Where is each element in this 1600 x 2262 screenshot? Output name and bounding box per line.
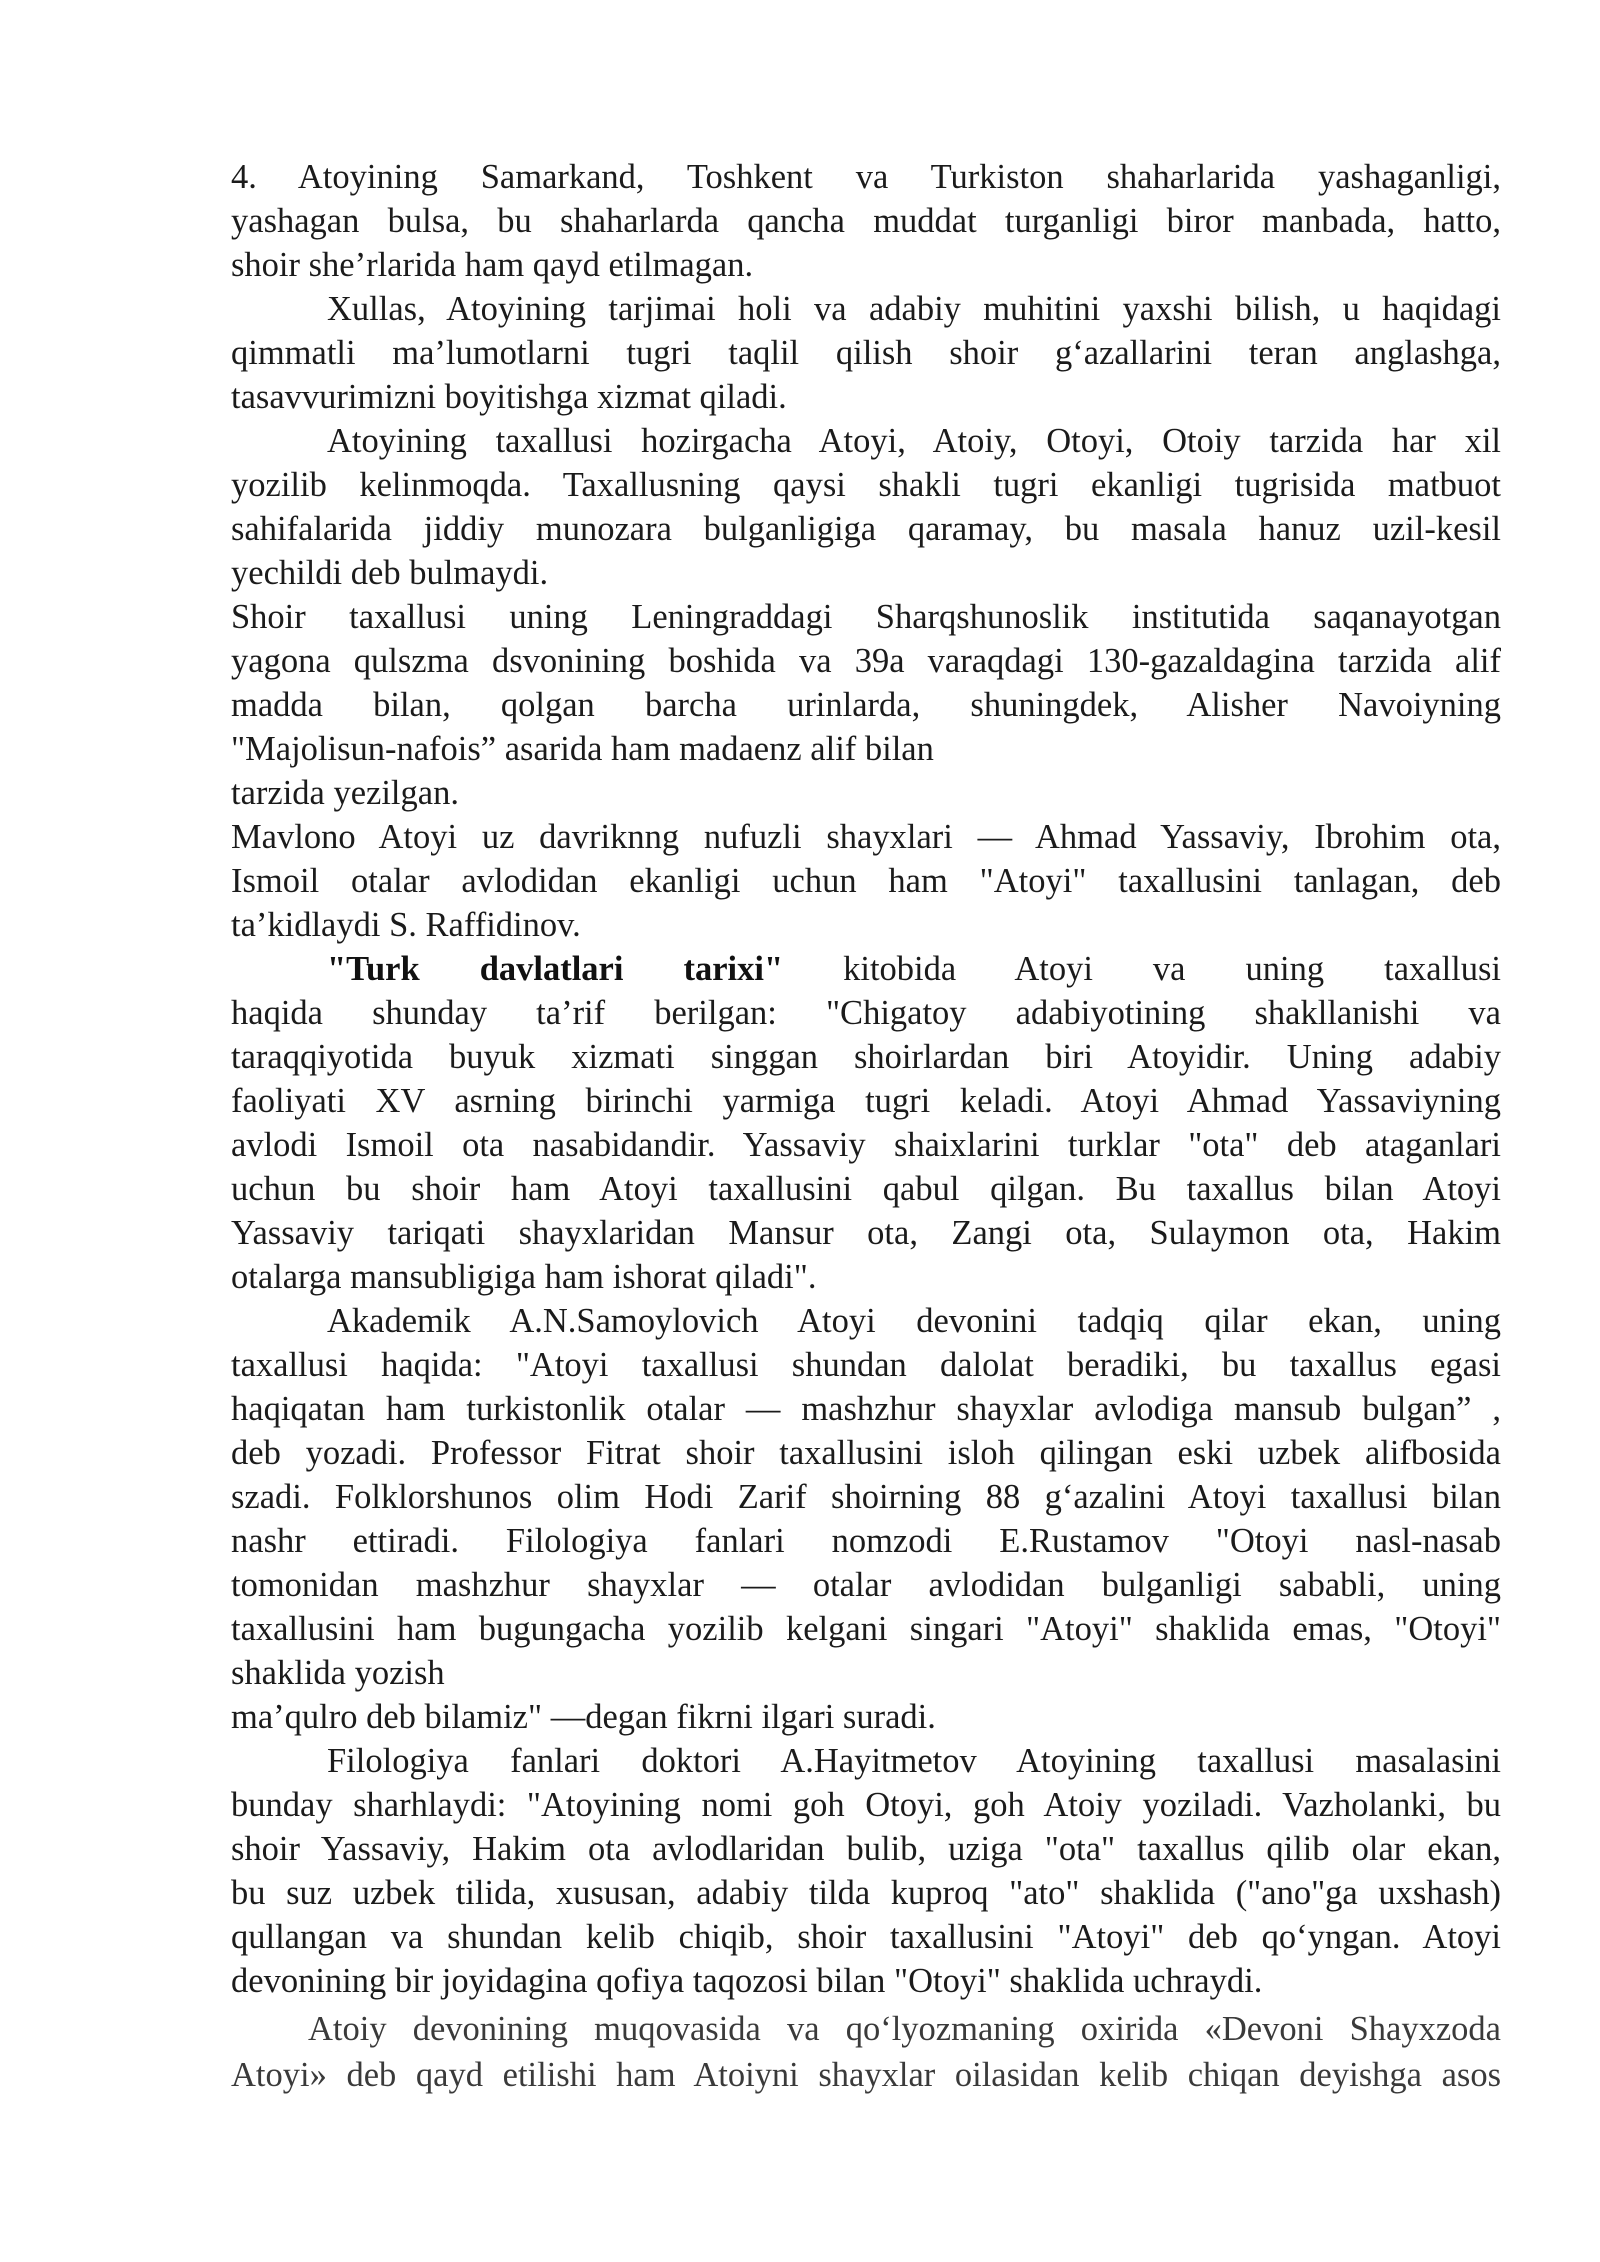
- text-line: yechildi deb bulmaydi.: [231, 554, 549, 592]
- text-line: 4. Atoyining Samarkand, Toshkent va Turkiston shaharlarida yashaganligi,: [231, 158, 1501, 196]
- text-line-rest: kitobida Atoyi va uning taxallusi: [783, 950, 1502, 988]
- text-line: nashr ettiradi. Filologiya fanlari nomzodi E.Rustamov "Otoyi nasl-nasab: [231, 1522, 1501, 1560]
- text-line: taraqqiyotida buyuk xizmati singgan shoirlardan biri Atoyidir. Uning adabiy: [231, 1038, 1501, 1076]
- text-line: yashagan bulsa, bu shaharlarda qancha muddat turganligi biror manbada, hatto,: [231, 202, 1501, 240]
- book-title: "Turk davlatlari tarixi": [327, 950, 784, 988]
- text-line: avlodi Ismoil ota nasabidandir. Yassaviy shaixlarini turklar "ota" deb ataganlari: [231, 1126, 1501, 1164]
- text-line: tasavvurimizni boyitishga xizmat qiladi.: [231, 378, 787, 416]
- text-line: szadi. Folklorshunos olim Hodi Zarif shoirning 88 g‘azalini Atoyi taxallusi bilan: [231, 1478, 1501, 1516]
- text-line: haqiqatan ham turkistonlik otalar — mashzhur shayxlar avlodiga mansub bulgan” ,: [231, 1390, 1501, 1428]
- text-line: "Majolisun-nafois” asarida ham madaenz alif bilan: [231, 730, 934, 768]
- text-line: madda bilan, qolgan barcha urinlarda, shuningdek, Alisher Navoiyning: [231, 686, 1501, 724]
- text-line: Ismoil otalar avlodidan ekanligi uchun ham "Atoyi" taxallusini tanlagan, deb: [231, 862, 1501, 900]
- text-line: uchun bu shoir ham Atoyi taxallusini qabul qilgan. Bu taxallus bilan Atoyi: [231, 1170, 1501, 1208]
- text-line: deb yozadi. Professor Fitrat shoir taxallusini isloh qilingan eski uzbek alifbosida: [231, 1434, 1501, 1472]
- text-line: ta’kidlaydi S. Raffidinov.: [231, 906, 581, 944]
- text-line: Akademik A.N.Samoylovich Atoyi devonini tadqiq qilar ekan, uning: [327, 1302, 1501, 1340]
- text-line: taxallusi haqida: "Atoyi taxallusi shundan dalolat beradiki, bu taxallus egasi: [231, 1346, 1501, 1384]
- text-line: Atoiy devonining muqovasida va qo‘lyozmaning oxirida «Devoni Shayxzoda: [308, 2010, 1501, 2048]
- text-line: taxallusini ham bugungacha yozilib kelgani singari "Atoyi" shaklida emas, "Otoyi": [231, 1610, 1501, 1648]
- text-line: tarzida yezilgan.: [231, 774, 459, 812]
- text-line: shoir she’rlarida ham qayd etilmagan.: [231, 246, 754, 284]
- text-line: bunday sharhlaydi: "Atoyining nomi goh Otoyi, goh Atoiy yoziladi. Vazholanki, bu: [231, 1786, 1501, 1824]
- text-line: Xullas, Atoyining tarjimai holi va adabiy muhitini yaxshi bilish, u haqidagi: [327, 290, 1501, 328]
- text-line: shoir Yassaviy, Hakim ota avlodlaridan bulib, uziga "ota" taxallus qilib olar ekan,: [231, 1830, 1501, 1868]
- text-line: Atoyining taxallusi hozirgacha Atoyi, Atoiy, Otoyi, Otoiy tarzida har xil: [327, 422, 1501, 460]
- text-line: Shoir taxallusi uning Leningraddagi Sharqshunoslik institutida saqanayotgan: [231, 598, 1501, 636]
- text-line: Atoyi» deb qayd etilishi ham Atoiyni shayxlar oilasidan kelib chiqan deyishga asos: [231, 2056, 1501, 2094]
- text-line: Yassaviy tariqati shayxlaridan Mansur ota, Zangi ota, Sulaymon ota, Hakim: [231, 1214, 1501, 1252]
- text-line: ma’qulro deb bilamiz" —degan fikrni ilgari suradi.: [231, 1698, 936, 1736]
- text-line: otalarga mansubligiga ham ishorat qiladi".: [231, 1258, 817, 1296]
- text-line: haqida shunday ta’rif berilgan: "Chigatoy adabiyotining shakllanishi va: [231, 994, 1501, 1032]
- text-line: bu suz uzbek tilida, xususan, adabiy tilda kuproq "ato" shaklida ("ano"ga uxshash): [231, 1874, 1501, 1912]
- text-line: faoliyati XV asrning birinchi yarmiga tugri keladi. Atoyi Ahmad Yassaviyning: [231, 1082, 1501, 1120]
- text-line: shaklida yozish: [231, 1654, 445, 1692]
- text-line: yagona qulszma dsvonining boshida va 39a varaqdagi 130-gazaldagina tarzida alif: [231, 642, 1501, 680]
- text-line: Mavlono Atoyi uz davriknng nufuzli shayxlari — Ahmad Yassaviy, Ibrohim ota,: [231, 818, 1501, 856]
- text-line: yozilib kelinmoqda. Taxallusning qaysi shakli tugri ekanligi tugrisida matbuot: [231, 466, 1501, 504]
- text-line: [327, 947, 1501, 991]
- text-line: tomonidan mashzhur shayxlar — otalar avlodidan bulganligi sababli, uning: [231, 1566, 1501, 1604]
- text-line: qimmatli ma’lumotlarni tugri taqlil qilish shoir g‘azallarini teran anglashga,: [231, 334, 1501, 372]
- text-line: devonining bir joyidagina qofiya taqozosi bilan "Otoyi" shaklida uchraydi.: [231, 1962, 1263, 2000]
- text-line: sahifalarida jiddiy munozara bulganligiga qaramay, bu masala hanuz uzil-kesil: [231, 510, 1501, 548]
- text-line: qullangan va shundan kelib chiqib, shoir taxallusini "Atoyi" deb qo‘yngan. Atoyi: [231, 1918, 1501, 1956]
- text-line: Filologiya fanlari doktori A.Hayitmetov Atoyining taxallusi masalasini: [327, 1742, 1501, 1780]
